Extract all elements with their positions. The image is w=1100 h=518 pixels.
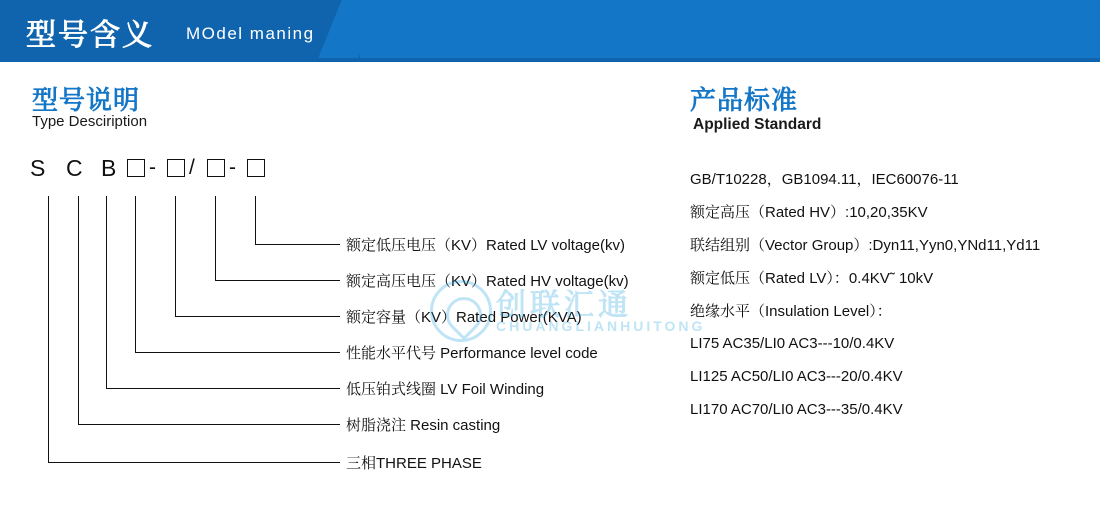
- header-underline: [0, 58, 1100, 62]
- callout-performance-level: 性能水平代号 Performance level code: [346, 345, 598, 362]
- header-title-en: MOdel maning: [186, 24, 315, 43]
- code-symbol-slash: /: [189, 156, 195, 179]
- leader-line-h-performance: [135, 352, 340, 353]
- standard-line-li75: LI75 AC35/LI0 AC3---10/0.4KV: [690, 335, 895, 352]
- leader-line-v-hv-voltage: [215, 196, 216, 280]
- leader-line-v-foil-winding: [106, 196, 107, 388]
- leader-line-h-foil-winding: [106, 388, 340, 389]
- standard-line-rated-lv: 额定低压（Rated LV）：0.4KV˜ 10kV: [690, 270, 934, 287]
- header-title-cn: 型号含义: [26, 19, 154, 52]
- leader-line-h-rated-power: [175, 316, 340, 317]
- callout-hv-voltage: 额定高压电压（KV）Rated HV voltage(kv): [346, 273, 629, 290]
- watermark-text-cn: 创联汇通: [496, 289, 632, 322]
- code-letter-b: B: [101, 155, 117, 181]
- leader-line-v-rated-power: [175, 196, 176, 316]
- page-header: [0, 0, 1100, 62]
- leader-line-h-resin-casting: [78, 424, 340, 425]
- callout-foil-winding: 低压铂式线圈 LV Foil Winding: [346, 381, 545, 398]
- standard-line-li125: LI125 AC50/LI0 AC3---20/0.4KV: [690, 368, 903, 385]
- code-box-performance: [127, 159, 145, 177]
- watermark-text-en: CHUANGLIANHUITONG: [496, 318, 706, 334]
- standard-line-vector-group: 联结组别（Vector Group）:Dyn11,Yyn0,YNd11,Yd11: [690, 237, 1041, 254]
- code-letter-s: S: [30, 155, 46, 181]
- applied-standard-title-en: Applied Standard: [693, 116, 822, 133]
- callout-three-phase: 三相THREE PHASE: [346, 455, 482, 472]
- code-letter-c: C: [66, 155, 83, 181]
- callout-rated-power: 额定容量（KV）Rated Power(KVA): [346, 309, 582, 326]
- leader-line-h-three-phase: [48, 462, 340, 463]
- code-box-power: [167, 159, 185, 177]
- code-box-lv-voltage: [247, 159, 265, 177]
- code-symbol-dash-1: -: [149, 156, 156, 179]
- leader-line-v-resin-casting: [78, 196, 79, 424]
- standard-line-insulation-level: 绝缘水平（Insulation Level）：: [690, 303, 892, 320]
- code-box-hv-voltage: [207, 159, 225, 177]
- code-symbol-dash-2: -: [229, 156, 236, 179]
- type-description-title-en: Type Desciription: [32, 113, 148, 130]
- callout-lv-voltage: 额定低压电压（KV）Rated LV voltage(kv): [346, 237, 625, 254]
- callout-resin-casting: 树脂浇注 Resin casting: [346, 417, 501, 434]
- standard-line-li170: LI170 AC70/LI0 AC3---35/0.4KV: [690, 401, 903, 418]
- standard-line-rated-hv: 额定高压（Rated HV）:10,20,35KV: [690, 204, 928, 221]
- type-description-title-cn: 型号说明: [32, 85, 141, 115]
- leader-line-h-lv-voltage: [255, 244, 340, 245]
- leader-line-v-three-phase: [48, 196, 49, 462]
- leader-line-h-hv-voltage: [215, 280, 340, 281]
- leader-line-v-lv-voltage: [255, 196, 256, 244]
- applied-standard-title-cn: 产品标准: [690, 85, 799, 115]
- standard-line-norms: GB/T10228，GB1094.11，IEC60076-11: [690, 171, 959, 188]
- leader-line-v-performance: [135, 196, 136, 352]
